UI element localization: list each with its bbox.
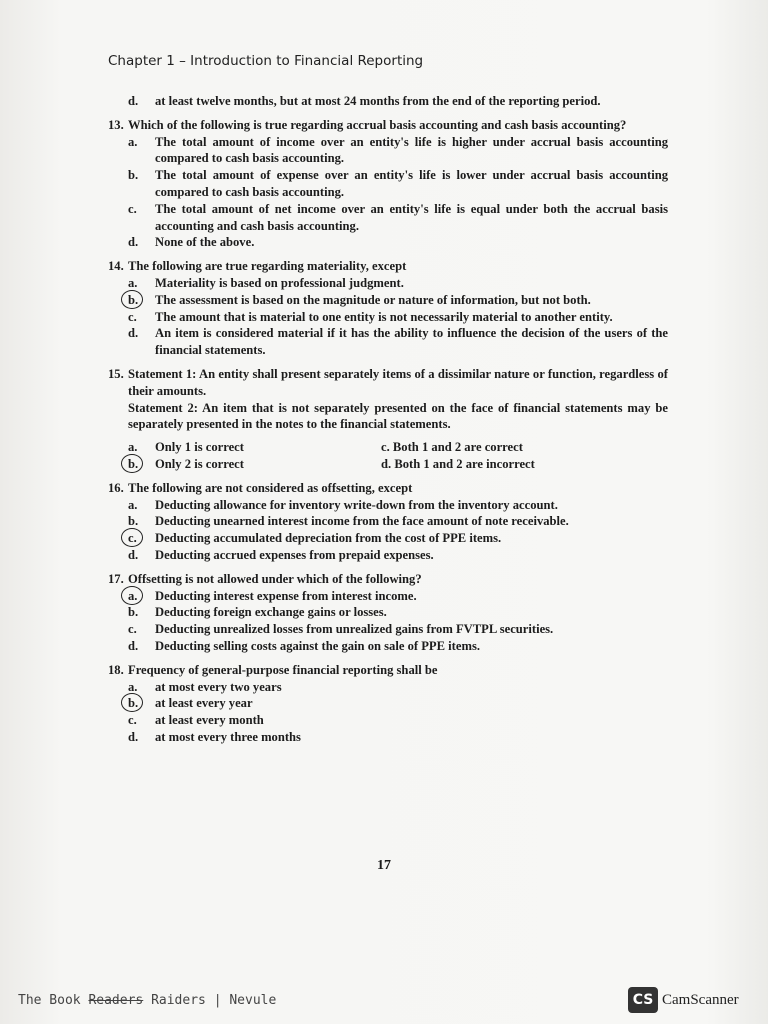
option-text: The total amount of net income over an entity's life is equal under both the accrual basis accounting and cash basis accounting.	[155, 201, 668, 233]
option-letter: c.	[128, 622, 137, 637]
option-text: at most every three months	[155, 729, 301, 744]
option	[128, 621, 668, 638]
option-grid	[128, 439, 668, 473]
option	[128, 497, 668, 514]
option-text: None of the above.	[155, 235, 255, 250]
option	[128, 712, 668, 729]
option-letter: b.	[128, 456, 155, 473]
question-list	[108, 93, 668, 753]
option-text: Materiality is based on professional judgment.	[155, 275, 404, 290]
option	[381, 439, 668, 456]
camscanner-watermark	[628, 987, 739, 1013]
option-letter: b.	[128, 292, 155, 309]
camscanner-name: CamScanner	[662, 991, 739, 1008]
question-17	[108, 571, 668, 655]
option-text: Deducting accrued expenses from prepaid expenses.	[155, 547, 434, 562]
option-letter: c.	[128, 309, 137, 324]
option-letter: b.	[128, 605, 139, 620]
option-text: Both 1 and 2 are incorrect	[394, 456, 535, 471]
option-letter: c.	[381, 440, 390, 455]
page-number: 17	[377, 858, 391, 873]
option-text: Only 2 is correct	[155, 456, 244, 471]
option-letter: a.	[128, 679, 138, 694]
option-letter: b.	[128, 168, 139, 183]
option-text: Deducting interest expense from interest income.	[155, 588, 417, 603]
option-text: An item is considered material if it has the ability to influence the decision of the users of the financial statements.	[155, 326, 668, 358]
option-letter: a.	[128, 588, 155, 605]
option	[128, 638, 668, 655]
question-13	[108, 117, 668, 251]
option-text: Deducting foreign exchange gains or losses.	[155, 605, 387, 620]
option-letter: c.	[128, 530, 155, 547]
option	[128, 588, 668, 605]
camscanner-logo-icon: CS	[628, 987, 658, 1013]
option-text: Only 1 is correct	[155, 440, 244, 455]
option-text: The assessment is based on the magnitude or nature of information, but not both.	[155, 292, 591, 307]
option-text: at least every year	[155, 696, 253, 711]
option-letter: d.	[128, 235, 139, 250]
option	[128, 513, 668, 530]
option-letter: d.	[381, 456, 392, 471]
option-letter: d.	[128, 326, 139, 341]
option	[128, 604, 668, 621]
option	[128, 275, 668, 292]
option	[128, 134, 668, 168]
question-number: 17.	[108, 571, 124, 586]
question-14	[108, 258, 668, 359]
option	[381, 456, 668, 473]
option-letter: d.	[128, 638, 139, 653]
question-text: Frequency of general-purpose financial reporting shall be	[128, 662, 438, 677]
option-letter: a.	[128, 440, 138, 455]
option-letter: d.	[128, 729, 139, 744]
question-number: 18.	[108, 662, 124, 677]
option	[128, 325, 668, 359]
statement-1: Statement 1: An entity shall present separately items of a dissimilar nature or function, regardless of their amounts.	[128, 366, 668, 398]
statement-2: Statement 2: An item that is not separately presented on the face of financial statements may be separately presented in the notes to the financial statements.	[128, 400, 668, 432]
option	[128, 234, 668, 251]
option	[128, 292, 668, 309]
option-letter: b.	[128, 695, 155, 712]
option-letter: c.	[128, 201, 137, 216]
option-letter: a.	[128, 134, 138, 149]
option-text: at least every month	[155, 713, 264, 728]
option-letter: d.	[128, 94, 139, 108]
question-text: The following are true regarding materiality, except	[128, 259, 407, 274]
question-16	[108, 480, 668, 564]
question-12-tail	[108, 93, 668, 110]
option	[128, 547, 668, 564]
option-text: Deducting allowance for inventory write-down from the inventory account.	[155, 497, 558, 512]
option-text: Deducting unrealized losses from unrealized gains from FVTPL securities.	[155, 622, 554, 637]
option-text: Both 1 and 2 are correct	[392, 440, 523, 455]
option-letter: a.	[128, 497, 138, 512]
question-18	[108, 662, 668, 746]
question-number: 13.	[108, 117, 124, 132]
question-number: 16.	[108, 480, 124, 495]
option-text: Deducting selling costs against the gain on sale of PPE items.	[155, 638, 480, 653]
option-text: at least twelve months, but at most 24 months from the end of the reporting period.	[155, 94, 601, 108]
question-number: 15.	[108, 366, 124, 381]
option-text: at most every two years	[155, 679, 282, 694]
footer-credit: The Book Readers Raiders | Nevule	[18, 993, 277, 1008]
question-text: The following are not considered as offsetting, except	[128, 480, 413, 495]
question-15	[108, 366, 668, 473]
question-text: Which of the following is true regarding accrual basis accounting and cash basis accounting?	[128, 117, 627, 132]
question-number: 14.	[108, 259, 124, 274]
option-letter: d.	[128, 547, 139, 562]
option	[128, 456, 381, 473]
option	[128, 167, 668, 201]
option-text: The total amount of income over an entity's life is higher under accrual basis accounting compared to cash basis accounting.	[155, 134, 668, 166]
option	[128, 309, 668, 326]
option	[128, 439, 381, 456]
option	[128, 201, 668, 235]
option	[128, 679, 668, 696]
option-text: The amount that is material to one entity is not necessarily material to another entity.	[155, 309, 613, 324]
option	[128, 530, 668, 547]
chapter-title: Chapter 1 – Introduction to Financial Reporting	[108, 53, 424, 69]
option-letter: c.	[128, 713, 137, 728]
question-text: Offsetting is not allowed under which of the following?	[128, 571, 422, 586]
option-text: Deducting accumulated depreciation from the cost of PPE items.	[155, 531, 502, 546]
option	[128, 93, 668, 110]
option-letter: a.	[128, 275, 138, 290]
option	[128, 695, 668, 712]
option-letter: b.	[128, 514, 139, 529]
option-text: Deducting unearned interest income from the face amount of note receivable.	[155, 514, 569, 529]
option-text: The total amount of expense over an entity's life is lower under accrual basis accounting compared to cash basis accounting.	[155, 168, 668, 199]
option	[128, 729, 668, 746]
